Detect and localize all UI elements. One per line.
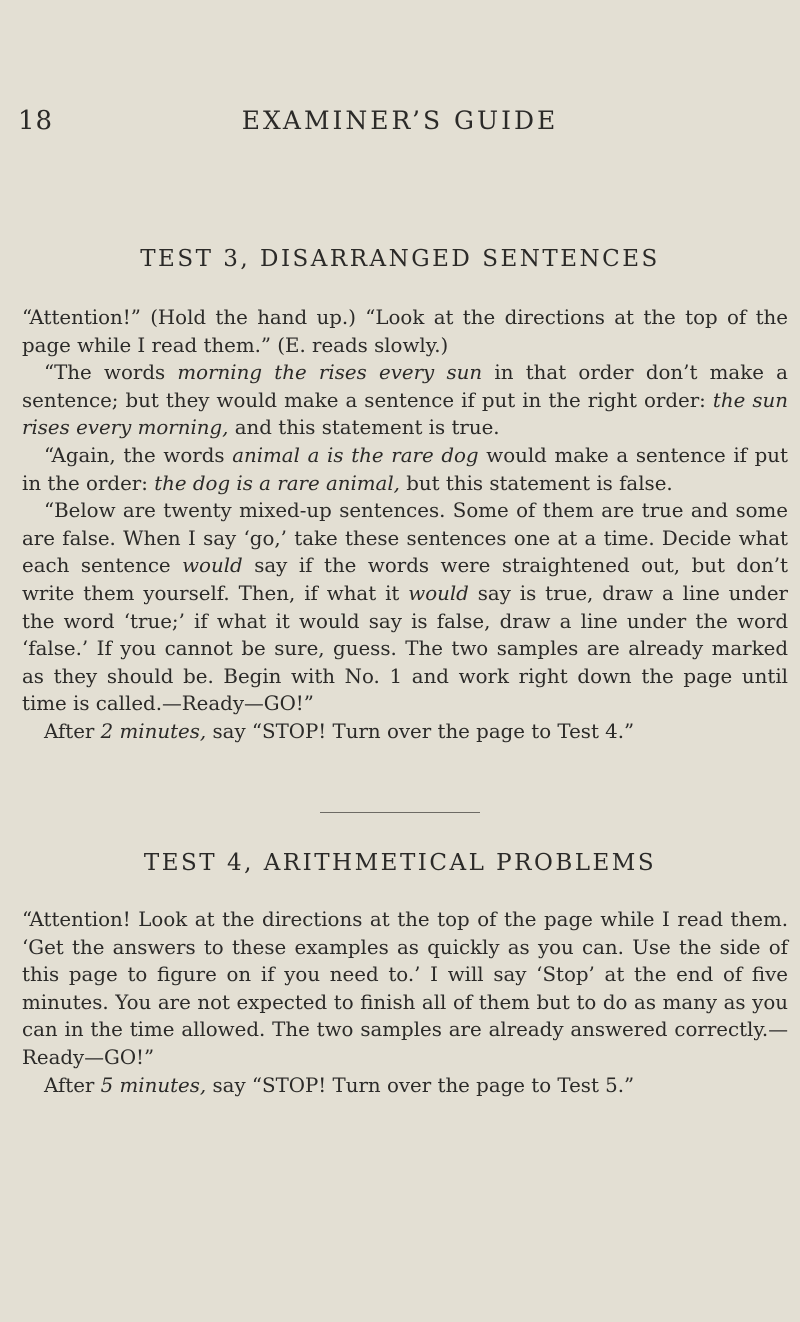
- italic-phrase: the sun rises every morning,: [22, 388, 788, 440]
- test-4-instructions: [22, 906, 788, 1099]
- test-3-heading: TEST 3, DISARRANGED SENTENCES: [140, 246, 660, 272]
- italic-phrase: animal a is the rare dog: [232, 443, 479, 467]
- paragraph: “Again, the words animal a is the rare dog would make a sentence if put in the order: the dog is a rare animal, but this statement is false.: [22, 443, 788, 495]
- paragraph: After 5 minutes, say “STOP! Turn over the page to Test 5.”: [44, 1073, 635, 1097]
- paragraph: “Attention!” (Hold the hand up.) “Look at the directions at the top of the page while I read them.” (E. reads slowly.): [22, 306, 788, 357]
- italic-phrase: morning the rises every sun: [177, 361, 483, 385]
- italic-phrase: the dog is a rare animal,: [154, 471, 400, 495]
- paragraph: “Attention! Look at the directions at the top of the page while I read them. ‘Get the answers to these examples as quickly as you can. Use the side of this page to figure on if you need to.’ I will say ‘Stop’ at the end of five minutes. You are not expected to finish all of them but to do as many as you can in the time allowed. The two samples are already answered correctly.—Ready—GO!”: [22, 908, 788, 1069]
- paragraph: “Below are twenty mixed-up sentences. Some of them are true and some are false. When I say ‘go,’ take these sentences one at a time. Decide what each sentence would say if the words were straightened out, but don’t write them yourself. Then, if what it would say is true, draw a line under the word ‘true;’ if what it would say is false, draw a line under the word ‘false.’ If you cannot be sure, guess. The two samples are already marked as they should be. Begin with No. 1 and work right down the page until time is called.—Ready—GO!”: [22, 499, 788, 716]
- paragraph: After 2 minutes, say “STOP! Turn over the page to Test 4.”: [44, 719, 635, 743]
- paragraph: “The words morning the rises every sun in that order don’t make a sentence; but they would make a sentence if put in the right order: the sun rises every morning, and this statement is true.: [22, 361, 788, 440]
- page-header: [0, 106, 800, 146]
- section-divider: [320, 812, 480, 813]
- italic-phrase: would: [182, 554, 243, 578]
- italic-phrase: 2 minutes,: [100, 719, 207, 743]
- page-number: 18: [18, 106, 54, 136]
- test-4-heading: TEST 4, ARITHMETICAL PROBLEMS: [143, 850, 657, 876]
- test-3-instructions: [22, 304, 788, 746]
- italic-phrase: 5 minutes,: [100, 1073, 207, 1097]
- italic-phrase: would: [408, 581, 469, 605]
- running-title: EXAMINER’S GUIDE: [241, 106, 559, 135]
